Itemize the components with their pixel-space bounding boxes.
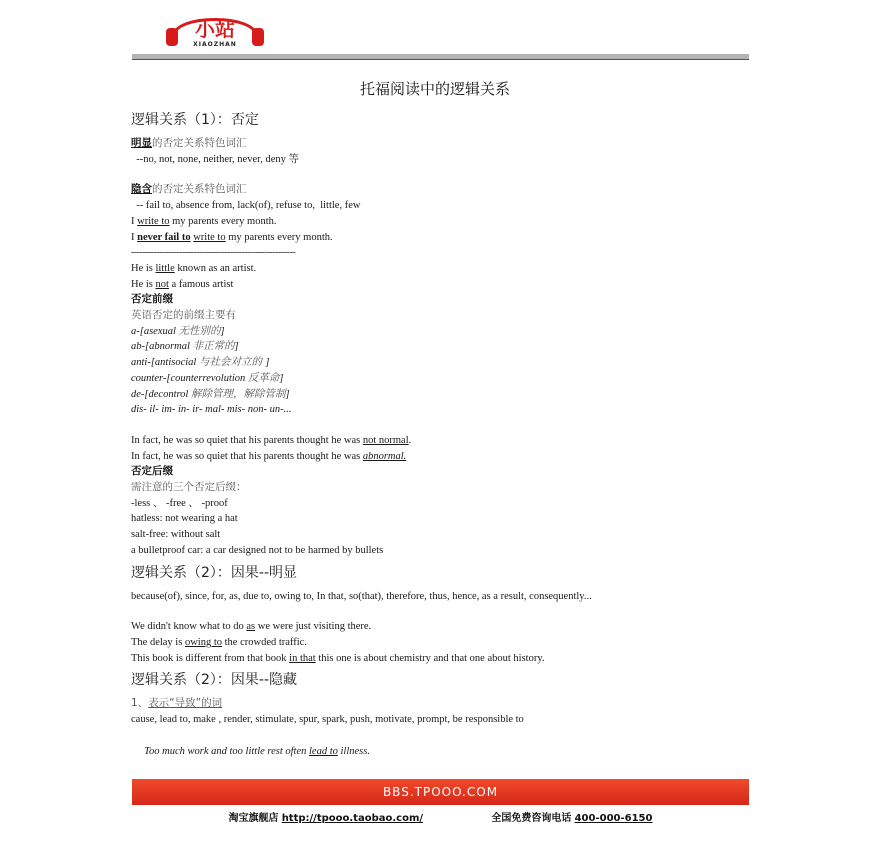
prefix-item (131, 387, 751, 403)
text-span: In fact, he was so quiet that his parents thought he was (131, 434, 363, 446)
prefix-intro: 英语否定的前缀主要有 (131, 309, 236, 322)
underlined-phrase: lead to (309, 745, 338, 757)
text-span: anti-[antisocial (131, 357, 199, 369)
text-span: ] (265, 357, 270, 369)
text-span: 与社会对立的 (198, 356, 266, 369)
example-line (131, 261, 751, 277)
item-label: 表示“导致”的词 (148, 697, 223, 710)
text-span: ] (285, 388, 290, 400)
text-span: this one is about chemistry and that one about history. (315, 652, 545, 664)
underlined-phrase: write to (137, 215, 170, 227)
phone-number: 400-000-6150 (574, 813, 653, 824)
footer-banner: BBS.TPOOO.COM (132, 779, 749, 805)
prefix-heading: 否定前缀 (131, 293, 173, 306)
explicit-negation-label-line (131, 136, 751, 152)
text-span: 无性别的 (178, 324, 221, 337)
implicit-label: 隐含 (131, 183, 152, 196)
text-span: I (131, 215, 138, 227)
underlined-phrase: little (155, 262, 175, 274)
example-line (131, 635, 751, 651)
prefix-item (131, 324, 751, 340)
text-span: Too much work and too little rest often (141, 745, 310, 757)
logo-text: 小站 (195, 17, 235, 41)
text-span: the crowded traffic. (222, 636, 307, 648)
text-span: The delay is (131, 636, 185, 648)
text-span: In fact, he was so quiet that his parents thought he was (131, 450, 363, 462)
headphones-logo-icon (160, 6, 270, 50)
text-span: . (408, 434, 412, 446)
implicit-negation-label-line (131, 182, 751, 198)
text-span: He is (131, 262, 156, 274)
causal-words: because(of), since, for, as, due to, owing to, In that, so(that), therefore, thus, hence, as a result, consequently... (131, 590, 592, 602)
example-line (131, 449, 751, 465)
prefix-list: dis- il- im- in- ir- mal- mis- non- un-... (131, 404, 292, 416)
shop-link[interactable]: http://tpooo.taobao.com/ (281, 813, 424, 824)
text-span: 非正常的 (192, 340, 235, 353)
example-line (131, 728, 751, 775)
text-span: ] (279, 372, 284, 384)
logo-subtext: XIAOZHAN (193, 41, 237, 48)
text-span: illness. (337, 745, 370, 757)
explicit-label-rest: 的否定关系特色词汇 (152, 137, 247, 149)
suffix-example: a bulletproof car: a car designed not to be harmed by bullets (131, 544, 384, 556)
section-heading-negation: 逻辑关系（1）：否定 (131, 112, 259, 128)
hidden-causal-words: cause, lead to, make , render, stimulate, spur, spark, push, motivate, prompt, be responsible to (131, 714, 524, 726)
underlined-phrase: not (155, 278, 169, 290)
text-span: 解除管理，解除管制 (190, 387, 286, 400)
text-span: we were just visiting there. (255, 621, 372, 633)
text-span: 反革命 (247, 371, 280, 384)
underlined-phrase: owing to (184, 636, 222, 648)
prefix-item (131, 355, 751, 371)
text-span: ] (220, 325, 225, 337)
suffix-list: -less 、 -free 、 -proof (131, 497, 228, 509)
underlined-bold-phrase: never fail to (137, 231, 191, 243)
implicit-words: -- fail to, absence from, lack(of), refuse to, little, few (131, 200, 361, 212)
underlined-phrase: as (246, 621, 256, 633)
implicit-label-rest: 的否定关系特色词汇 (152, 183, 247, 196)
document-body (131, 106, 751, 775)
text-span: a-[asexual (131, 325, 179, 337)
text-span: I (131, 231, 138, 243)
phone-label: 全国免费咨询电话 (491, 813, 572, 824)
suffix-example: hatless: not wearing a hat (131, 513, 238, 525)
prefix-item (131, 371, 751, 387)
suffix-heading: 否定后缀 (131, 465, 173, 478)
text-span: counter-[counterrevolution (131, 372, 248, 384)
item-number: 1、 (131, 697, 149, 710)
section-heading-causal-hidden: 逻辑关系（2）：因果--隐藏 (131, 672, 298, 689)
example-line (131, 619, 751, 635)
example-line (131, 433, 751, 449)
text-span: known as an artist. (174, 262, 257, 274)
page-title: 托福阅读中的逻辑关系 (359, 80, 510, 98)
example-line (131, 230, 751, 246)
underlined-phrase: not normal (362, 434, 409, 446)
text-span: my parents every month. (225, 231, 333, 243)
text-span: ab-[abnormal (131, 341, 193, 353)
example-line (131, 277, 751, 293)
text-span: He is (131, 278, 156, 290)
prefix-item (131, 339, 751, 355)
header-rule (132, 54, 749, 60)
suffix-intro: 需注意的三个否定后缀： (131, 481, 247, 494)
example-line (131, 651, 751, 667)
suffix-example: salt-free: without salt (131, 529, 221, 541)
text-span: This book is different from that book (131, 652, 290, 664)
text-span: a famous artist (168, 278, 234, 290)
underlined-italic-phrase: abnormal. (362, 450, 407, 462)
underlined-phrase: in that (289, 652, 316, 664)
text-span: We didn't know what to do (131, 621, 247, 633)
footer-contact (132, 809, 749, 824)
underlined-phrase: write to (193, 231, 226, 243)
example-line (131, 214, 751, 230)
explicit-words: --no, not, none, neither, never, deny 等 (131, 153, 299, 165)
logo (160, 6, 270, 50)
text-span: ] (234, 341, 239, 353)
text-span: my parents every month. (169, 215, 277, 227)
explicit-label: 明显 (131, 137, 152, 149)
divider: ---------------------------------------------------------- (131, 247, 296, 259)
hidden-item-label-line (131, 696, 751, 712)
shop-label: 淘宝旗舰店 (228, 813, 279, 824)
section-heading-causal-explicit: 逻辑关系（2）：因果--明显 (131, 564, 298, 581)
text-span: de-[decontrol (131, 388, 191, 400)
